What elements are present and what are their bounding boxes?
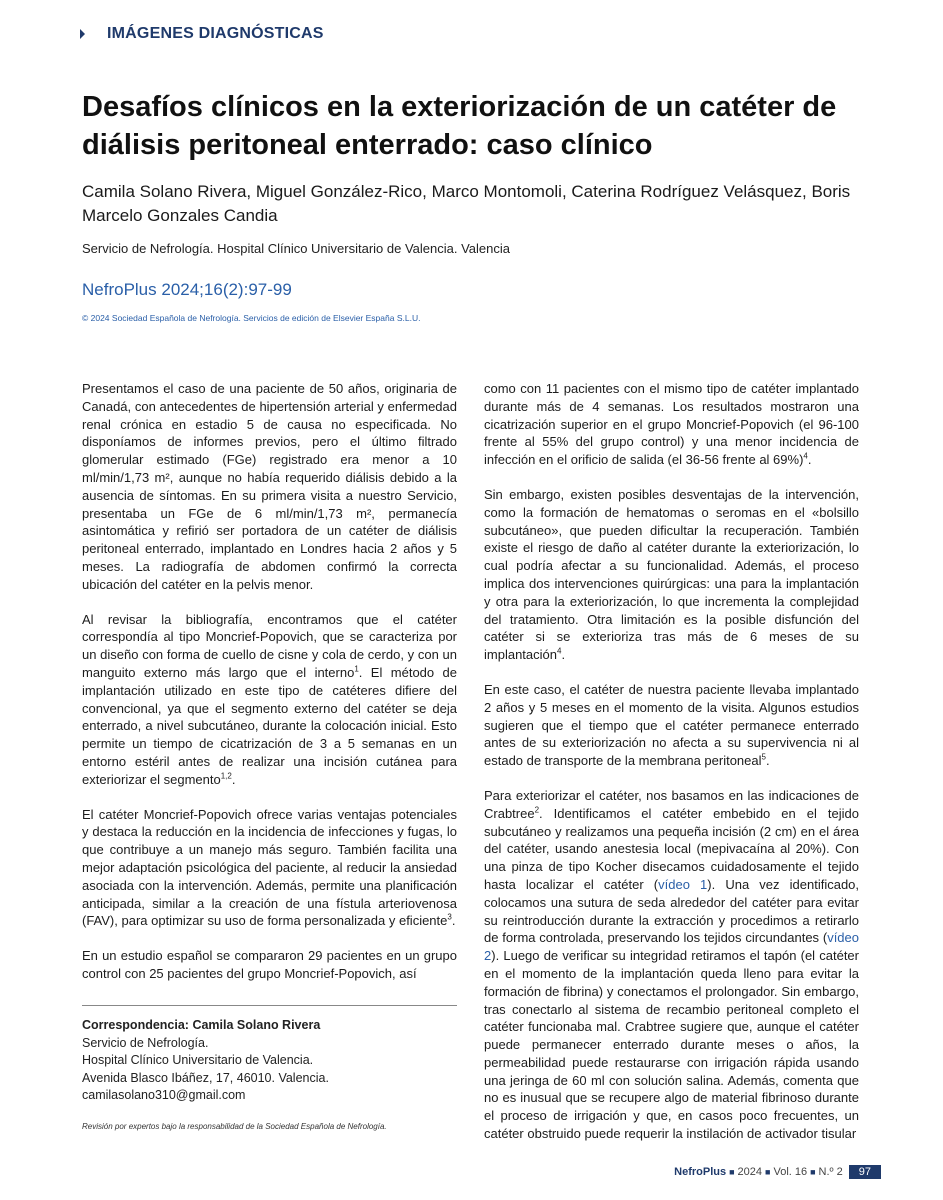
- right-column: [484, 380, 859, 1160]
- video-1-link[interactable]: vídeo 1: [658, 876, 708, 892]
- divider: [82, 1005, 457, 1006]
- article-title: Desafíos clínicos en la exteriorización de un catéter de diálisis peritoneal enterrado: caso clínico: [82, 91, 837, 161]
- footer-year: 2024: [737, 1166, 763, 1178]
- correspondence-line: Servicio de Nefrología.: [82, 1035, 209, 1050]
- correspondence-name: Camila Solano Rivera: [192, 1018, 321, 1032]
- section-header: [80, 25, 324, 43]
- authors: Camila Solano Rivera, Miguel González-Rico, Marco Montomoli, Caterina Rodríguez Velásquez, Boris Marcelo Gonzales Candia: [82, 182, 851, 225]
- paragraph: Para exteriorizar el catéter, nos basamos en las indicaciones de Crabtree$^2$. Identificamos el catéter embebido en el tejido subcutáneo y realizamos una pequeña incisión (2 cm) en el área del catéter, usando anestesia local (mepivacaína al 20%). Con una pinza de tipo Kocher disecamos cuidadosamente el tejido hasta localizar el catéter (vídeo 1). Una vez identificado, colocamos una sutura de seda alrededor del catéter para evitar su reintroducción durante la extracción y procedimos a retirarlo de forma controlada, preservando los tejidos circundantes (vídeo 2). Luego de verificar su integridad retiramos el tapón (el catéter en el momento de la implantación queda lleno para evitar la formación de fibrina) y conectamos el prolongador. Sin embargo, tras conectarlo al sistema de recambio peritoneal completo el catéter funcionaba mal. Crabtree sugiere que, aunque el catéter puede permanecer enterrado durante meses o años, la permeabilidad puede restaurarse con irrigación rápida usando una jeringa de 60 ml con solución salina. Además, comenta que no es inusual que se recupere algo de material fibrinoso durante el proceso de irrigación y que, en casos poco frecuentes, un catéter obstruido puede requerir la instilación de activador tisular: [484, 787, 860, 1142]
- paragraph: Presentamos el caso de una paciente de 50 años, originaria de Canadá, con antecedentes de hipertensión arterial y enfermedad renal crónica en estadio 5 de causa no especificada. No disponíamos de informes previos, pero el último filtrado glomerular estimado (FGe) registrado era menor a 10 ml/min/1,73 m², aunque no había requerido diálisis debido a la ausencia de síntomas. En su primera visita a nuestro Servicio, presentaba un FGe de 6 ml/min/1,73 m², permanecía asintomática y refirió ser portadora de un catéter de diálisis peritoneal enterrado, implantado en Londres hacia 2 años y 5 meses. La radiografía de abdomen confirmó la correcta ubicación del catéter en la pelvis menor.: [82, 381, 457, 592]
- reference-marker[interactable]: 1: [354, 664, 359, 674]
- footer-number: N.º 2: [818, 1166, 843, 1178]
- video-2-link[interactable]: vídeo 2: [484, 930, 859, 964]
- paragraph: Al revisar la bibliografía, encontramos que el catéter correspondía al tipo Moncrief-Popovich, que se caracteriza por un diseño con forma de cuello de cisne y cola de cerdo, y con un manguito externo más largo que el interno$^1$. El método de implantación utilizado en este tipo de catéteres difiere del convencional, ya que el segmento externo del catéter se deja enterrado, a nivel subcutáneo, durante la colocación inicial. Esto permite un tiempo de cicatrización de 3 a 5 semanas en un entorno estéril antes de realizar una incisión cutánea para exteriorizar el segmento$^{1,2}$.: [82, 611, 457, 787]
- reference-marker[interactable]: 3: [447, 912, 452, 922]
- separator-dot-icon: ■: [810, 1167, 816, 1177]
- affiliation: Servicio de Nefrología. Hospital Clínico Universitario de Valencia. Valencia: [82, 241, 511, 256]
- footer-journal: NefroPlus: [674, 1166, 727, 1178]
- copyright-notice: © 2024 Sociedad Española de Nefrología. Servicios de edición de Elsevier España S.L.U.: [82, 313, 421, 323]
- reference-marker[interactable]: 5: [761, 752, 766, 762]
- page-number: 97: [849, 1165, 881, 1179]
- reference-marker[interactable]: 1,2: [220, 771, 232, 781]
- correspondence-line: Hospital Clínico Universitario de Valencia.: [82, 1053, 314, 1067]
- section-label: IMÁGENES DIAGNÓSTICAS: [107, 25, 324, 42]
- reference-marker[interactable]: 4: [803, 451, 808, 461]
- review-note: Revisión por expertos bajo la responsabilidad de la Sociedad Española de Nefrología.: [82, 1122, 387, 1131]
- paragraph: En este caso, el catéter de nuestra paciente llevaba implantado 2 años y 5 meses en el momento de la visita. Algunos estudios sugieren que el tiempo que el catéter permanece enterrado antes de su exteriorización no afecta a su supervivencia ni al estado de transporte de la membrana peritoneal$^5$.: [484, 681, 859, 769]
- footer-volume: Vol. 16: [773, 1166, 808, 1178]
- triangle-bullet-icon: [80, 29, 85, 39]
- correspondence-line: Avenida Blasco Ibáñez, 17, 46010. Valencia.: [82, 1070, 329, 1085]
- correspondence-block: [82, 1017, 462, 1105]
- separator-dot-icon: ■: [765, 1167, 771, 1177]
- left-column: [82, 380, 457, 1000]
- page-footer: [674, 1165, 881, 1179]
- paragraph: El catéter Moncrief-Popovich ofrece varias ventajas potenciales y destaca la reducción en la incidencia de infecciones y fugas, lo que contribuye a un manejo más seguro. También facilita una mejor adaptación psicológica del paciente, al reducir la ansiedad asociada con la intervención. Además, permite una planificación anticipada, similar a la creación de una fístula arteriovenosa (FAV), para optimizar su uso de forma personalizada y eficiente$^3$.: [82, 806, 457, 929]
- paragraph: Sin embargo, existen posibles desventajas de la intervención, como la formación de hematomas o seromas en el «bolsillo subcutáneo», que pueden dificultar la recuperación. También existe el riesgo de daño al catéter durante la exteriorización, lo cual podría afectar a su funcionalidad. Además, el proceso implica dos intervenciones quirúrgicas: una para la implantación y otra para la exteriorización, lo que incrementa la complejidad del tratamiento. Otra limitación es la posible disfunción del catéter si se exterioriza tras más de 6 meses de su implantación$^4$.: [484, 486, 859, 663]
- correspondence-email[interactable]: camilasolano310@gmail.com: [82, 1088, 246, 1102]
- separator-dot-icon: ■: [729, 1167, 735, 1177]
- paragraph: como con 11 pacientes con el mismo tipo de catéter implantado durante más de 4 semanas. Los resultados mostraron una cicatrización superior en el grupo Moncrief-Popovich (el 96-100 frente al 55% del grupo control) y una menor incidencia de infección en el orificio de salida (el 36-56 frente al 69%)$^4$.: [484, 381, 859, 468]
- reference-marker[interactable]: 4: [557, 646, 562, 656]
- citation: NefroPlus 2024;16(2):97-99: [82, 280, 292, 299]
- correspondence-label: Correspondencia:: [82, 1018, 189, 1032]
- paragraph: En un estudio español se compararon 29 pacientes en un grupo control con 25 pacientes del grupo Moncrief-Popovich, así: [82, 948, 457, 981]
- reference-marker[interactable]: 2: [534, 805, 540, 815]
